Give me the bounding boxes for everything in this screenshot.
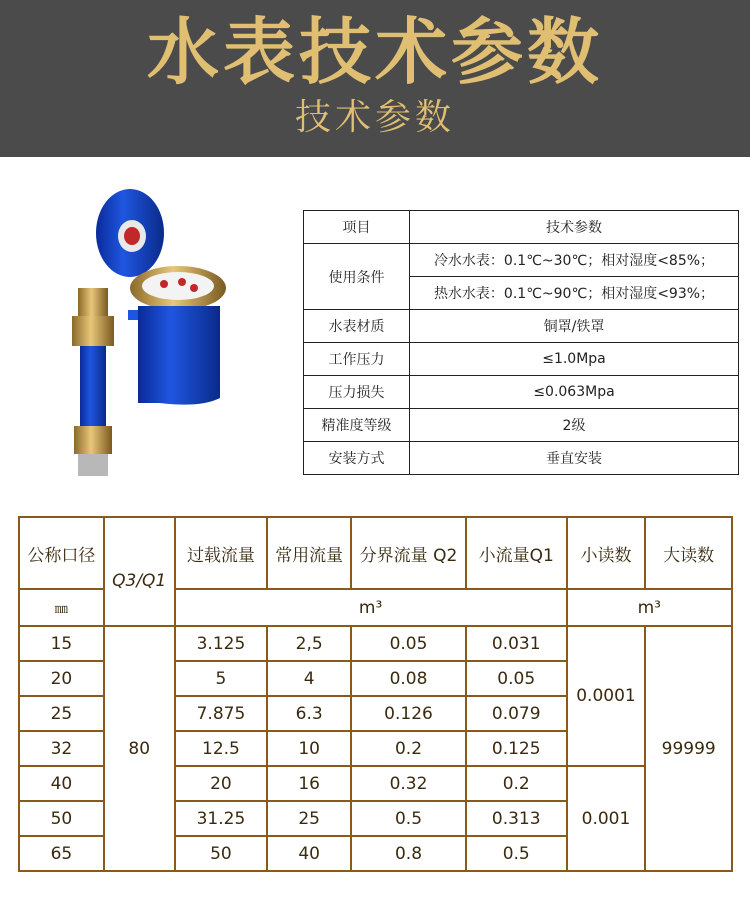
- flow-cell-common: 25: [267, 801, 351, 836]
- page-subtitle: 技术参数: [294, 97, 455, 138]
- spec-condition-hot: 热水水表：0.1℃~90℃；相对湿度<93%；: [410, 277, 739, 310]
- spec-row: [304, 442, 739, 475]
- flow-cell-diameter: 25: [19, 696, 104, 731]
- flow-cell-transition: 0.08: [351, 661, 466, 696]
- flow-cell-common: 2,5: [267, 626, 351, 661]
- flow-cell-minimum: 0.125: [466, 731, 567, 766]
- flow-header-diameter: 公称口径: [19, 517, 104, 589]
- header-banner: [0, 0, 750, 157]
- flow-cell-transition: 0.05: [351, 626, 466, 661]
- water-meter-image: [60, 188, 245, 483]
- flow-cell-common: 16: [267, 766, 351, 801]
- spec-key: 安装方式: [304, 442, 410, 475]
- flow-header-q3q1: Q3/Q1: [104, 517, 175, 626]
- flow-header-overload: 过载流量: [175, 517, 268, 589]
- flow-cell-max-reading: 99999: [645, 626, 732, 871]
- flow-cell-overload: 12.5: [175, 731, 268, 766]
- flow-unit-mm: ㎜: [19, 589, 104, 626]
- flow-cell-minimum: 0.079: [466, 696, 567, 731]
- flow-unit-reading: m³: [567, 589, 732, 626]
- spec-value: ≤1.0Mpa: [410, 343, 739, 376]
- spec-key: 压力损失: [304, 376, 410, 409]
- flow-header-min-reading: 小读数: [567, 517, 646, 589]
- flow-cell-minimum: 0.2: [466, 766, 567, 801]
- flow-cell-overload: 5: [175, 661, 268, 696]
- flow-header-transition: 分界流量 Q2: [351, 517, 466, 589]
- spec-row: [304, 343, 739, 376]
- flow-cell-diameter: 15: [19, 626, 104, 661]
- flow-cell-common: 4: [267, 661, 351, 696]
- page-title: 水表技术参数: [146, 10, 603, 94]
- flow-cell-overload: 20: [175, 766, 268, 801]
- flow-cell-diameter: 50: [19, 801, 104, 836]
- spec-row: [304, 310, 739, 343]
- flow-cell-overload: 7.875: [175, 696, 268, 731]
- spec-key-conditions: 使用条件: [304, 244, 410, 310]
- flow-cell-overload: 50: [175, 836, 268, 871]
- table-row: [19, 626, 732, 661]
- flow-cell-transition: 0.32: [351, 766, 466, 801]
- flow-cell-common: 6.3: [267, 696, 351, 731]
- spec-value: 铜罩/铁罩: [410, 310, 739, 343]
- spec-value: 2级: [410, 409, 739, 442]
- spec-condition-cold: 冷水水表：0.1℃~30℃；相对湿度<85%；: [410, 244, 739, 277]
- flow-cell-min-reading-a: 0.0001: [567, 626, 646, 766]
- flow-cell-diameter: 20: [19, 661, 104, 696]
- flow-cell-transition: 0.8: [351, 836, 466, 871]
- flow-cell-minimum: 0.031: [466, 626, 567, 661]
- flow-cell-transition: 0.126: [351, 696, 466, 731]
- flow-cell-overload: 3.125: [175, 626, 268, 661]
- flow-cell-common: 10: [267, 731, 351, 766]
- flow-cell-diameter: 40: [19, 766, 104, 801]
- spec-header-row: [304, 211, 739, 244]
- flow-cell-transition: 0.2: [351, 731, 466, 766]
- flow-cell-min-reading-b: 0.001: [567, 766, 646, 871]
- flow-cell-minimum: 0.5: [466, 836, 567, 871]
- spec-row: [304, 409, 739, 442]
- flow-cell-diameter: 65: [19, 836, 104, 871]
- spec-header-value: 技术参数: [410, 211, 739, 244]
- flow-header-row: [19, 517, 732, 589]
- spec-table: [303, 210, 739, 475]
- flow-unit-m3: m³: [175, 589, 567, 626]
- spec-row-conditions: [304, 244, 739, 277]
- flow-cell-transition: 0.5: [351, 801, 466, 836]
- flow-cell-q3q1: 80: [104, 626, 175, 871]
- spec-key: 精准度等级: [304, 409, 410, 442]
- flow-header-common: 常用流量: [267, 517, 351, 589]
- flow-table: [18, 516, 733, 872]
- flow-cell-minimum: 0.313: [466, 801, 567, 836]
- flow-header-minimum: 小流量Q1: [466, 517, 567, 589]
- flow-cell-minimum: 0.05: [466, 661, 567, 696]
- flow-cell-overload: 31.25: [175, 801, 268, 836]
- flow-cell-common: 40: [267, 836, 351, 871]
- spec-row: [304, 376, 739, 409]
- flow-cell-diameter: 32: [19, 731, 104, 766]
- spec-key: 水表材质: [304, 310, 410, 343]
- spec-value: 垂直安装: [410, 442, 739, 475]
- spec-header-item: 项目: [304, 211, 410, 244]
- spec-key: 工作压力: [304, 343, 410, 376]
- flow-header-max-reading: 大读数: [645, 517, 732, 589]
- spec-value: ≤0.063Mpa: [410, 376, 739, 409]
